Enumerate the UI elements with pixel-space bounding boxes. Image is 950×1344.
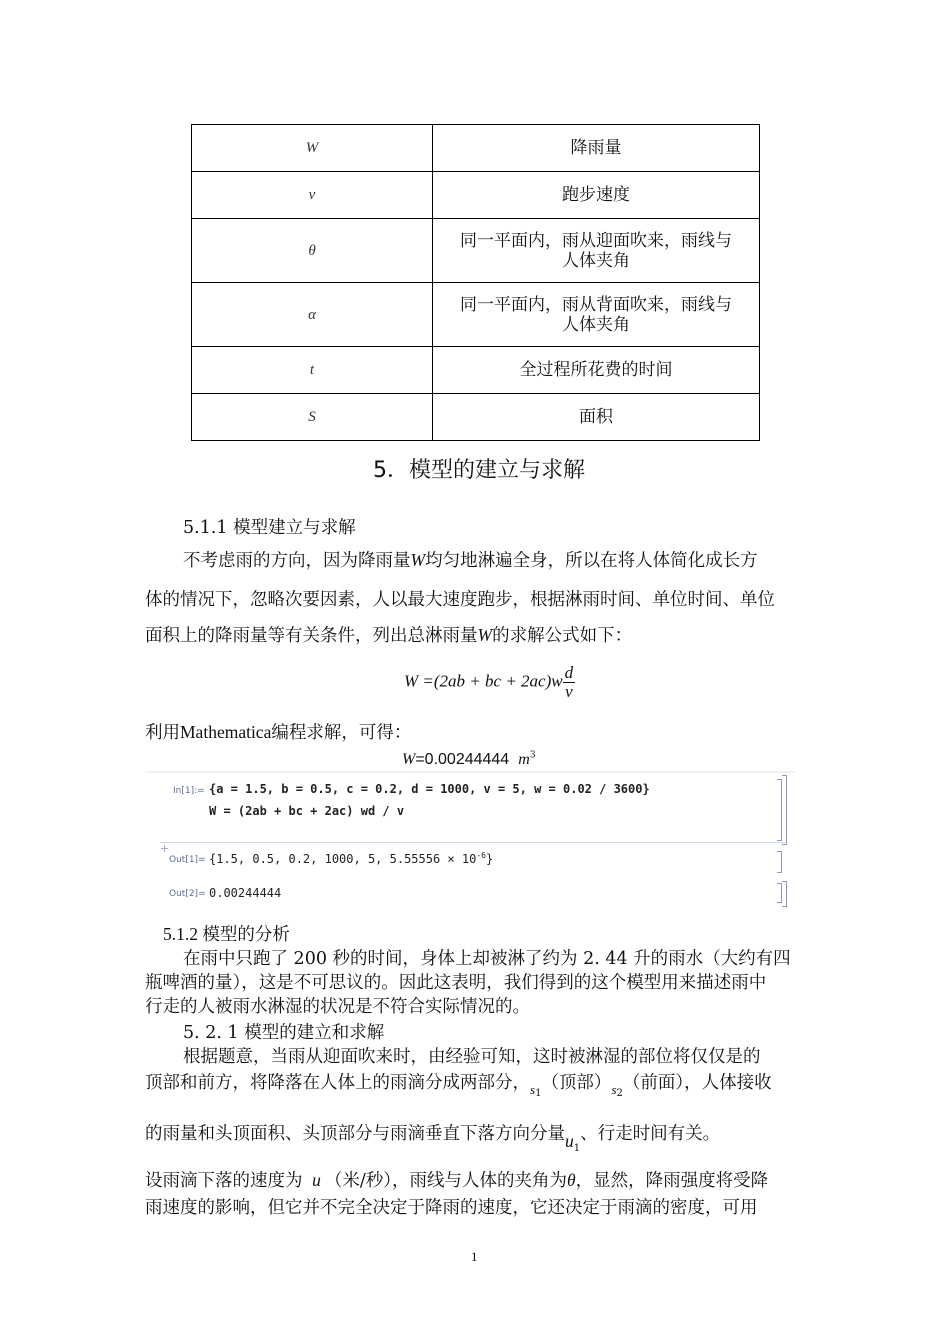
formula: W =(2ab + bc + 2ac)w $\frac{d}{v}$	[404, 663, 574, 701]
input-code-line[interactable]: {a = 1.5, b = 0.5, c = 0.2, d = 1000, v = 5, w = 0.02 / 3600}	[209, 782, 650, 796]
table-row	[192, 347, 760, 394]
divider	[145, 771, 795, 773]
paragraph-line: 体的情况下，忽略次要因素，人以最大速度跑步，根据淋雨时间、单位时间、单位	[145, 590, 775, 610]
meaning-cell: 降雨量	[433, 125, 760, 172]
table-row	[192, 394, 760, 441]
symbol-cell: α	[192, 283, 433, 347]
output-line: {1.5, 0.5, 0.2, 1000, 5, $5.55556 \times 10^{-6}$}	[209, 851, 494, 866]
symbol-cell: θ	[192, 219, 433, 283]
paragraph-line: 面积上的降雨量等有关条件，列出总淋雨量W的求解公式如下：	[145, 625, 633, 646]
section-heading: 5．模型的建立与求解	[373, 458, 585, 483]
mathematica-notebook	[145, 771, 795, 909]
input-label: In[1]:=	[173, 786, 205, 796]
paragraph-line: 不考虑雨的方向，因为降雨量W均匀地淋遍全身，所以在将人体简化成长方	[183, 550, 758, 571]
paragraph-line: 利用Mathematica编程求解，可得：	[145, 722, 412, 743]
meaning-cell	[433, 219, 760, 283]
table-row	[192, 125, 760, 172]
cell-group-bracket[interactable]	[782, 775, 787, 845]
fraction: $\frac{d}{v}$	[564, 663, 574, 701]
paragraph-line: 瓶啤酒的量），这是不可思议的。因此这表明，我们得到的这个模型用来描述雨中	[145, 973, 767, 993]
table-row	[192, 172, 760, 219]
variables-table	[191, 124, 760, 441]
subsection-title: 5.1.2 模型的分析	[163, 924, 290, 944]
paragraph-line: 根据题意，当雨从迎面吹来时，由经验可知，这时被淋湿的部位将仅仅是的	[183, 1047, 761, 1067]
cell-divider	[160, 842, 785, 843]
symbol-cell: W	[192, 125, 433, 172]
meaning-line: 人体夹角	[562, 314, 630, 335]
paragraph-line: 在雨中只跑了 200 秒的时间，身体上却被淋了约为 2. 44 升的雨水（大约有四	[183, 949, 791, 969]
add-cell-icon[interactable]: +	[160, 842, 170, 855]
meaning-cell	[433, 283, 760, 347]
output-line: 0.00244444	[209, 886, 282, 900]
meaning-cell: 面积	[433, 394, 760, 441]
meaning-cell: 跑步速度	[433, 172, 760, 219]
result: W=0.00244444 $m^3$	[402, 750, 536, 768]
input-code-line[interactable]: W = (2ab + bc + 2ac) wd / v	[209, 804, 405, 818]
cell-bracket[interactable]	[777, 851, 782, 873]
output-label: Out[1]=	[169, 855, 206, 865]
meaning-line: 同一平面内，雨从迎面吹来，雨线与	[460, 230, 732, 251]
paragraph-line: 设雨滴下落的速度为 u （米/秒），雨线与人体的夹角为θ，显然，降雨强度将受降	[145, 1170, 769, 1191]
symbol-cell: t	[192, 347, 433, 394]
paragraph-line: 行走的人被雨水淋湿的状况是不符合实际情况的。	[145, 997, 530, 1017]
output-label: Out[2]=	[169, 889, 206, 899]
meaning-cell: 全过程所花费的时间	[433, 347, 760, 394]
meaning-line: 同一平面内，雨从背面吹来，雨线与	[460, 294, 732, 315]
table-row	[192, 219, 760, 283]
subsection-title: 5. 2. 1 模型的建立和求解	[183, 1023, 385, 1043]
paragraph-line: 顶部和前方，将降落在人体上的雨滴分成两部分，$_{s1}$（顶部）$_{s2}$（前面），人体接收	[145, 1073, 772, 1099]
symbol-cell: S	[192, 394, 433, 441]
cell-group-bracket[interactable]	[782, 881, 787, 907]
symbol-cell: v	[192, 172, 433, 219]
page-number: 1	[471, 1249, 478, 1264]
paragraph-line: 雨速度的影响，但它并不完全决定于降雨的速度，它还决定于雨滴的密度，可用	[145, 1198, 758, 1218]
table-row	[192, 283, 760, 347]
meaning-line: 人体夹角	[562, 250, 630, 271]
paragraph-line: 的雨量和头顶面积、头顶部分与雨滴垂直下落方向分量$u_1$、行走时间有关。	[145, 1124, 721, 1154]
subsection-title: 5.1.1 模型建立与求解	[183, 518, 356, 538]
